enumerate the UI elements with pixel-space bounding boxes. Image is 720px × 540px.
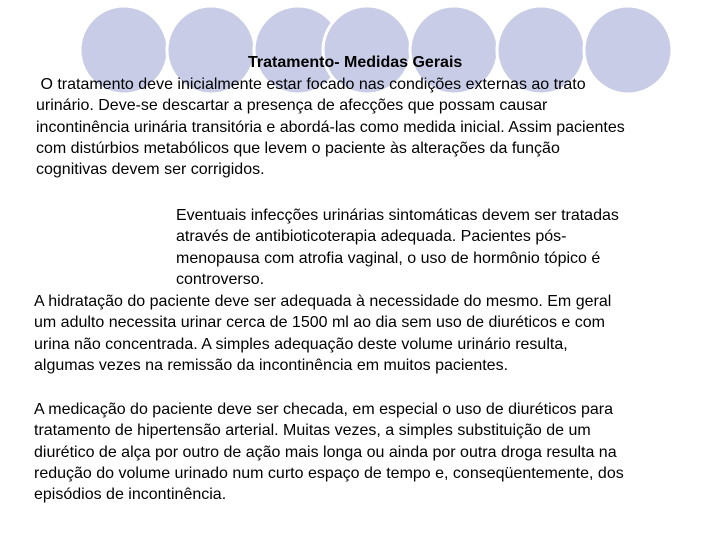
text-line: um adulto necessita urinar cerca de 1500 ml ao dia sem uso de diuréticos e com (34, 314, 605, 332)
text-line: menopausa com atrofia vaginal, o uso de hormônio tópico é (176, 249, 601, 267)
paragraph-conditions (36, 74, 625, 180)
text-line: controverso. (176, 270, 265, 288)
text-line: algumas vezes na remissão da incontinência em muitos pacientes. (34, 356, 509, 374)
text-line: urina não concentrada. A simples adequação deste volume urinário resulta, (34, 335, 568, 353)
slide-title: Tratamento- Medidas Gerais (248, 54, 463, 71)
text-line: A hidratação do paciente deve ser adequada à necessidade do mesmo. Em geral (34, 293, 612, 310)
paragraph-medication (34, 399, 624, 505)
text-line: tratamento de hipertensão arterial. Muitas vezes, a simples substituição de um (34, 422, 591, 440)
text-line: com distúrbios metabólicos que levem o paciente às alterações da função (36, 139, 560, 157)
text-line: Eventuais infecções urinárias sintomáticas devem ser tratadas (176, 207, 619, 224)
text-line: O tratamento deve inicialmente estar focado nas condições externas ao trato (36, 76, 586, 93)
text-line: incontinência urinária transitória e abordá-las como medida inicial. Assim pacientes (36, 118, 625, 136)
text-line: através de antibioticoterapia adequada. Pacientes pós- (176, 228, 567, 246)
text-line: episódios de incontinência. (34, 486, 227, 504)
text-line: A medicação do paciente deve ser checada, em especial o uso de diuréticos para (34, 401, 614, 418)
text-line: diurético de alça por outro de ação mais longa ou ainda por outra droga resulta na (34, 443, 617, 461)
text-line: redução do volume urinado num curto espaço de tempo e, conseqüentemente, dos (34, 464, 624, 482)
text-line: cognitivas devem ser corrigidos. (36, 161, 265, 179)
paragraph-hydration (34, 291, 611, 376)
paragraph-infections (176, 205, 619, 290)
text-line: urinário. Deve-se descartar a presença de afecções que possam causar (36, 97, 548, 115)
